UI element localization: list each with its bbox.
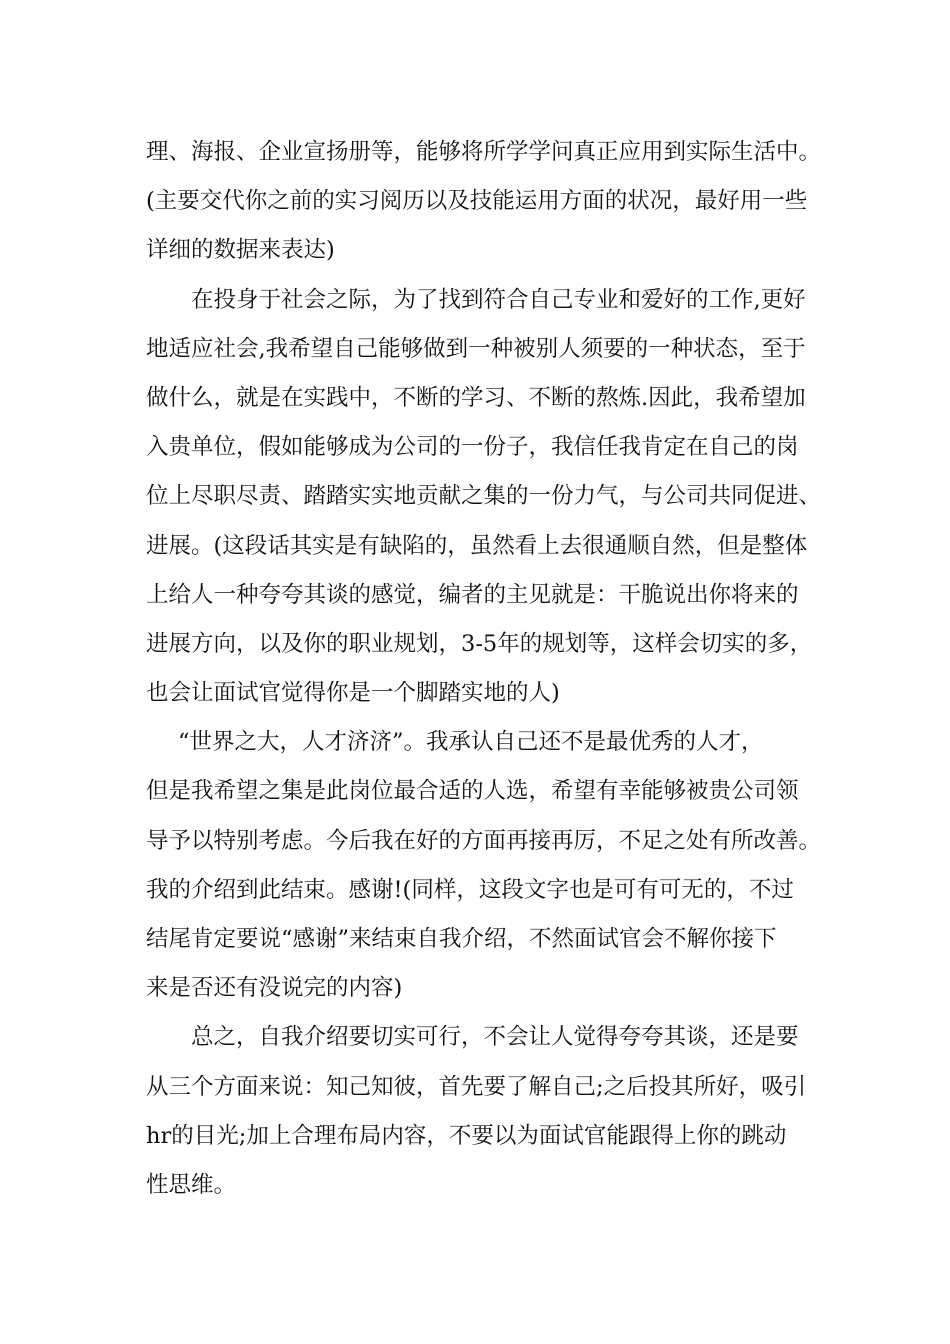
text-line: 但是我希望之集是此岗位最合适的人选，希望有幸能够被贵公司领 <box>146 778 799 805</box>
text-line: 进展。(这段话其实是有缺陷的，虽然看上去很通顺自然，但是整体 <box>146 532 808 559</box>
text-line: (主要交代你之前的实习阅历以及技能运用方面的状况，最好用一些 <box>146 188 808 215</box>
document-body <box>146 128 822 1210</box>
text-line: 总之，自我介绍要切实可行，不会让人觉得夸夸其谈，还是要 <box>191 1024 799 1051</box>
text-line: 地适应社会,我希望自己能够做到一种被别人须要的一种状态，至于 <box>146 335 806 362</box>
text-line: hr的目光;加上合理布局内容，不要以为面试官能跟得上你的跳动 <box>146 1122 787 1149</box>
text-line: 也会让面试官觉得你是一个脚踏实地的人) <box>146 680 560 707</box>
text-line: 来是否还有没说完的内容) <box>146 975 403 1002</box>
text-line: 结尾肯定要说“感谢”来结束自我介绍，不然面试官会不解你接下 <box>146 926 777 952</box>
text-line: 进展方向，以及你的职业规划，3-5年的规划等，这样会切实的多， <box>146 630 813 657</box>
text-line: 做什么，就是在实践中，不断的学习、不断的熬炼.因此，我希望加 <box>146 384 806 411</box>
text-line: 性思维。 <box>146 1171 237 1198</box>
text-line: 我的介绍到此结束。感谢!(同样，这段文字也是可有可无的，不过 <box>146 876 794 903</box>
text-line: 在投身于社会之际，为了找到符合自己专业和爱好的工作,更好 <box>191 286 806 313</box>
text-line: 导予以特别考虑。今后我在好的方面再接再厉，不足之处有所改善。 <box>146 827 822 854</box>
text-line: 从三个方面来说：知己知彼，首先要了解自己;之后投其所好，吸引 <box>146 1073 807 1100</box>
paragraph-closing-thanks <box>146 718 822 1013</box>
paragraph-career-goal <box>146 276 822 719</box>
text-line: 入贵单位，假如能够成为公司的一份子，我信任我肯定在自己的岗 <box>146 434 799 461</box>
text-line: 详细的数据来表达) <box>146 237 335 264</box>
paragraph-internship-summary <box>146 128 822 276</box>
text-line: “世界之大，人才济济”。我承认自己还不是最优秀的人才， <box>178 729 764 756</box>
text-line: 理、海报、企业宣扬册等，能够将所学学问真正应用到实际生活中。 <box>146 139 822 165</box>
text-line: 位上尽职尽责、踏踏实实地贡献之集的一份力气，与公司共同促进、 <box>146 483 822 510</box>
paragraph-conclusion <box>146 1013 816 1210</box>
text-line: 上给人一种夸夸其谈的感觉，编者的主见就是：干脆说出你将来的 <box>146 581 799 608</box>
